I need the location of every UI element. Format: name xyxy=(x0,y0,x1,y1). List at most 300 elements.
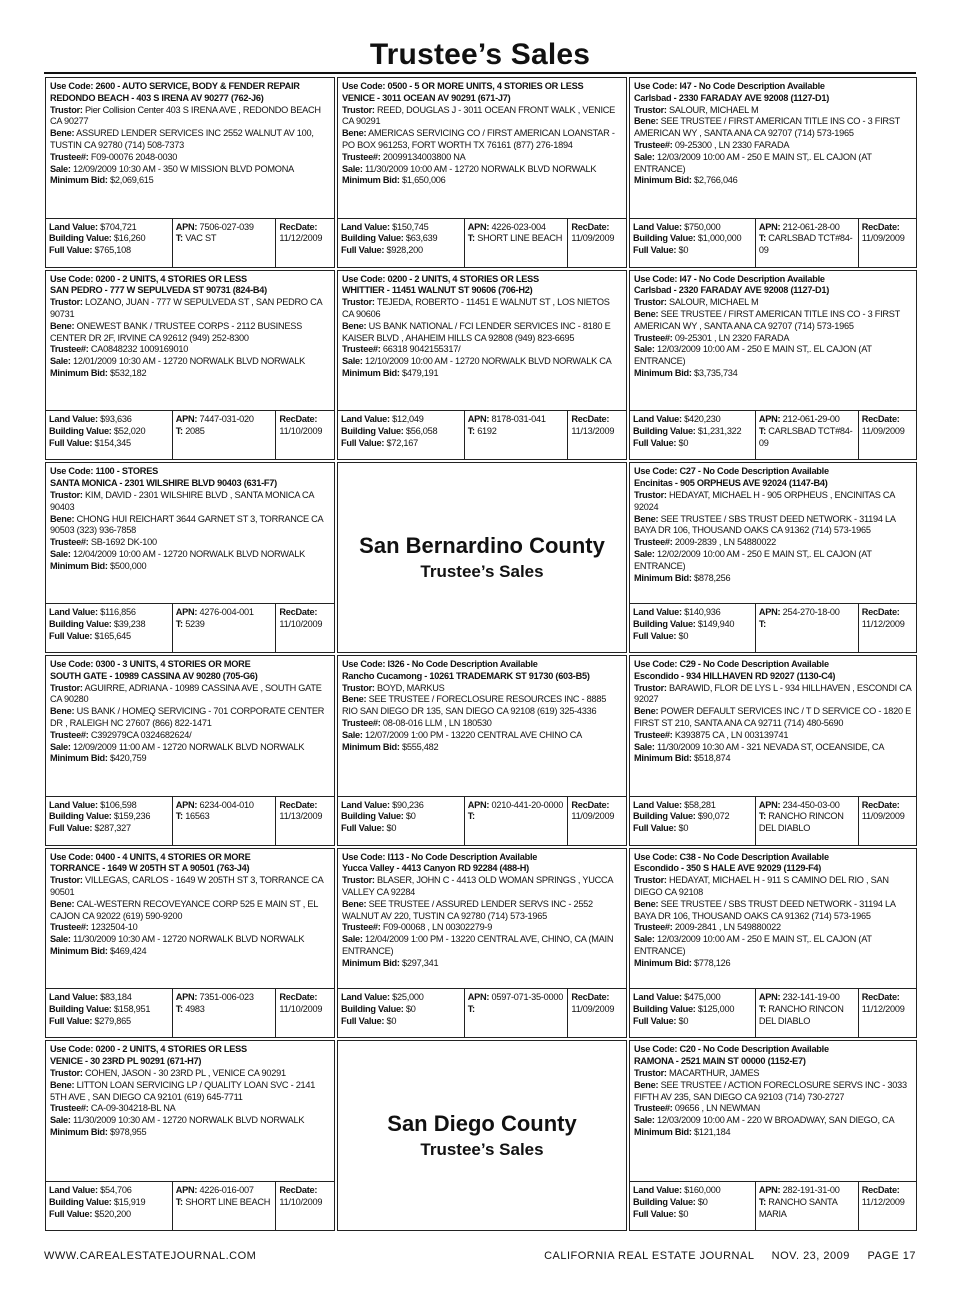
listing-trustor-label: Trustor: xyxy=(50,875,83,886)
listing-building-label: Building Value: xyxy=(49,811,112,822)
county-subtitle: Trustee’s Sales xyxy=(420,1139,544,1159)
title-rule xyxy=(44,72,916,74)
listing-address: REDONDO BEACH - 403 S IRENA AV 90277 (762-J6) xyxy=(50,92,264,103)
listing-bene-label: Bene: xyxy=(634,1079,659,1090)
listing-building: $56,058 xyxy=(405,426,438,437)
listing-building-label: Building Value: xyxy=(341,233,404,244)
listing-bene-line xyxy=(50,706,330,730)
listing-trustee: 66318 9042155317/ xyxy=(382,344,461,355)
listing-minbid-label: Minimum Bid: xyxy=(342,368,400,379)
listing-land-line xyxy=(633,414,752,426)
listing-land: $750,000 xyxy=(684,221,721,232)
listing-trustee-label: Trustee#: xyxy=(50,922,89,933)
listing-bene-label: Bene: xyxy=(634,898,659,909)
listing-use-code: Use Code: 0300 - 3 UNITS, 4 STORIES OR MORE xyxy=(50,659,251,669)
listing-address: VENICE - 3011 OCEAN AV 90291 (671-J7) xyxy=(342,92,511,103)
listing-bene: SEE TRUSTEE / SBS TRUST DEED NETWORK - 31194 LA BAYA DR 106, THOUSAND OAKS CA 91362 (714) 573-1965 xyxy=(634,513,896,536)
listing-trustor-line xyxy=(634,875,912,899)
listing-trustor-line xyxy=(634,1068,912,1080)
listing-land-line xyxy=(341,414,461,426)
listing-apn-label: APN: xyxy=(758,221,781,232)
listing-land-label: Land Value: xyxy=(49,1185,98,1195)
listing-sale-label: Sale: xyxy=(342,163,363,174)
listing-trustee-line xyxy=(50,922,330,934)
listing-trustee-line xyxy=(50,730,330,742)
listing-building: $0 xyxy=(405,811,416,822)
listing-building-line xyxy=(49,1004,169,1016)
listing-building-line xyxy=(49,233,169,245)
listing-address: SAN PEDRO - 777 W SEPULVEDA ST 90731 (824-B4) xyxy=(50,285,267,296)
listing-t-line xyxy=(176,426,273,438)
listing-land: $704,721 xyxy=(100,221,137,232)
listing-t-label: T: xyxy=(175,233,183,244)
listing-trustor-label: Trustor: xyxy=(50,489,83,500)
listing-stats xyxy=(630,410,916,459)
listing-full-label: Full Value: xyxy=(341,245,385,256)
listing-sale-line xyxy=(634,344,912,368)
listing-full: $928,200 xyxy=(386,245,423,256)
county-header xyxy=(337,462,627,653)
listing-card xyxy=(629,848,917,1039)
listing-full: $0 xyxy=(386,823,397,834)
listing-minbid-label: Minimum Bid: xyxy=(634,572,692,583)
listing-minbid-line xyxy=(50,753,330,765)
listing-recdate-label: RecDate: xyxy=(861,221,900,232)
listing-trustee-label: Trustee#: xyxy=(634,729,673,740)
listing-recdate: 11/13/2009 xyxy=(279,811,323,822)
listing-card xyxy=(629,462,917,653)
listing-trustee-label: Trustee#: xyxy=(634,922,673,933)
listing-minbid: $420,759 xyxy=(110,753,147,764)
listing-minbid-label: Minimum Bid: xyxy=(50,946,108,957)
listing-t-label: T: xyxy=(467,233,475,244)
listing-building-label: Building Value: xyxy=(633,426,696,437)
listing-t-line xyxy=(759,1004,855,1028)
listing-trustee: 2009-2841 , LN 549880022 xyxy=(674,922,781,933)
listing-trustor: HEDAYAT, MICHAEL H - 911 S CAMINO DEL RIO , SAN DIEGO CA 92108 xyxy=(634,875,889,898)
listing-trustor-line xyxy=(50,297,330,321)
listing-trustee: 08-08-016 LLM , LN 180530 xyxy=(382,717,492,728)
listing-t-line xyxy=(468,1004,565,1016)
listing-trustor: MACARTHUR, JAMES xyxy=(669,1067,760,1078)
listing-sale: 12/04/2009 1:00 PM - 13220 CENTRAL AVE, CHINO, CA (MAIN ENTRANCE) xyxy=(342,934,614,957)
listing-apn-label: APN: xyxy=(758,799,781,810)
listing-minbid-label: Minimum Bid: xyxy=(634,175,692,186)
listing-apn: 254-270-18-00 xyxy=(782,607,840,617)
listing-minbid-line xyxy=(50,1127,330,1139)
listing-building-label: Building Value: xyxy=(49,618,112,629)
listing-trustee-line xyxy=(50,1103,330,1115)
listing-land: $420,230 xyxy=(684,414,721,425)
listing-full-line xyxy=(633,438,752,450)
listing-full: $165,645 xyxy=(94,630,131,641)
listing-full: $0 xyxy=(678,245,689,256)
listing-trustee-label: Trustee#: xyxy=(50,1103,89,1114)
listing-recdate: 11/12/2009 xyxy=(861,1004,905,1015)
listing-recdate: 11/09/2009 xyxy=(861,811,905,822)
listing-sale: 12/03/2009 10:00 AM - 250 E MAIN ST,. EL CAJON (AT ENTRANCE) xyxy=(634,934,872,957)
listing-building-label: Building Value: xyxy=(341,1004,404,1015)
listing-land: $25,000 xyxy=(392,992,424,1003)
listing-apn-line xyxy=(176,607,273,619)
listing-address: Encinitas - 905 ORPHEUS AVE 92024 (1147-B4) xyxy=(634,478,828,489)
listing-t-line xyxy=(759,1197,855,1221)
listing-t-line xyxy=(176,1197,273,1209)
listing-trustor-line xyxy=(50,490,330,514)
listing-full: $765,108 xyxy=(94,245,131,256)
listing-address: Carlsbad - 2330 FARADAY AVE 92008 (1127-D1) xyxy=(634,92,830,103)
footer-website: WWW.CAREALESTATEJOURNAL.COM xyxy=(44,1250,257,1262)
county-name: San Diego County xyxy=(387,1110,577,1136)
listing-bene: POWER DEFAULT SERVICES INC / T D SERVICE CO - 1820 E FIRST ST 210, SANTA ANA CA 92711 (714) 480-5690 xyxy=(634,706,912,728)
listing-t-line xyxy=(176,811,273,823)
listing-address: Rancho Cucamong - 10261 TRADEMARK ST 91730 (603-B5) xyxy=(342,670,590,681)
listing-minbid-line xyxy=(634,573,912,585)
listing-trustor: Pier Collision Center 403 S IRENA AVE , REDONDO BEACH CA 90277 xyxy=(50,104,321,127)
listing-minbid-line xyxy=(634,368,912,380)
listing-sale-line xyxy=(634,152,912,176)
listing-bene-line xyxy=(342,128,622,152)
listing-minbid: $2,766,046 xyxy=(694,175,738,186)
listing-body xyxy=(46,849,334,989)
listing-sale-line xyxy=(634,549,912,573)
listing-building-line xyxy=(633,811,752,823)
listing-sale: 12/09/2009 10:30 AM - 350 W MISSION BLVD POMONA xyxy=(73,163,294,174)
listing-trustee: F09-00076 2048-0030 xyxy=(90,151,178,162)
listing-land-line xyxy=(633,222,752,234)
listing-sale-line xyxy=(50,549,330,561)
listing-trustee-line xyxy=(50,344,330,356)
listing-bene: ONEWEST BANK / TRUSTEE CORPS - 2112 BUSINESS CENTER DR 2F, IRVINE CA 92612 (949) 252-8300 xyxy=(50,320,302,343)
listing-address: Escondido - 934 HILLHAVEN RD 92027 (1130-C4) xyxy=(634,670,836,681)
listing-t-line xyxy=(759,619,855,631)
listing-apn-label: APN: xyxy=(175,607,198,617)
listing-land: $475,000 xyxy=(684,992,721,1003)
listing-t-line xyxy=(468,811,565,823)
listing-trustee-line xyxy=(634,730,912,742)
listing-building: $149,940 xyxy=(697,618,735,629)
listing-trustor-label: Trustor: xyxy=(342,875,375,886)
listing-t: 16563 xyxy=(185,811,210,822)
listing-apn-line xyxy=(759,414,855,426)
listing-sale: 12/03/2009 10:00 AM - 220 W BROADWAY, SAN DIEGO, CA xyxy=(657,1115,895,1126)
listing-trustor: SALOUR, MICHAEL M xyxy=(669,297,759,308)
listing-full: $0 xyxy=(386,1015,397,1026)
listing-minbid-line xyxy=(50,561,330,573)
listing-use-code: Use Code: 0200 - 2 UNITS, 4 STORIES OR LESS xyxy=(342,273,539,284)
listing-trustee-line xyxy=(634,537,912,549)
listing-trustee-line xyxy=(634,140,912,152)
listing-trustor: VILLEGAS, CARLOS - 1649 W 205TH ST 3, TORRANCE CA 90501 xyxy=(50,875,323,898)
listing-use-code: Use Code: 0500 - 5 OR MORE UNITS, 4 STORIES OR LESS xyxy=(342,81,584,91)
listing-stats xyxy=(46,988,334,1037)
listing-minbid-label: Minimum Bid: xyxy=(634,1126,692,1137)
listing-minbid-line xyxy=(342,742,622,754)
listing-full-line xyxy=(49,1016,169,1028)
listing-land-line xyxy=(49,414,169,426)
listing-recdate: 11/10/2009 xyxy=(279,426,323,437)
listing-card xyxy=(629,655,917,846)
listing-land: $12,049 xyxy=(392,414,424,425)
listing-sale-label: Sale: xyxy=(50,1115,71,1126)
listing-trustee: 1232504-10 xyxy=(90,922,138,933)
listing-t-line xyxy=(176,1004,273,1016)
listing-trustee: CA0848232 1009169010 xyxy=(90,344,189,355)
listing-full-label: Full Value: xyxy=(633,1208,677,1219)
listing-recdate: 11/09/2009 xyxy=(861,426,905,437)
listing-full-line xyxy=(341,823,461,835)
listing-trustor: SALOUR, MICHAEL M xyxy=(669,104,759,115)
listing-stats xyxy=(338,218,626,267)
listing-body xyxy=(46,1041,334,1181)
listing-bene-line xyxy=(342,899,622,923)
listing-full-label: Full Value: xyxy=(49,630,93,641)
listing-bene-line xyxy=(342,694,622,718)
listing-address: Escondido - 350 S HALE AVE 92029 (1129-F4) xyxy=(634,863,822,874)
listing-bene: ASSURED LENDER SERVICES INC 2552 WALNUT AV 100, TUSTIN CA 92780 (714) 508-7373 xyxy=(50,128,314,150)
listing-building-line xyxy=(633,619,752,631)
listing-full-line xyxy=(49,823,169,835)
listing-trustee: 09-25300 , LN 2330 FARADA xyxy=(674,139,790,150)
listing-t-label: T: xyxy=(467,811,475,822)
listing-minbid-label: Minimum Bid: xyxy=(342,741,400,752)
listing-apn: 212-061-29-00 xyxy=(782,414,840,425)
listing-trustee: CA-09-304218-BL NA xyxy=(90,1103,176,1114)
listing-body xyxy=(46,463,334,603)
listing-minbid-line xyxy=(342,175,622,187)
listing-bene-line xyxy=(634,1080,912,1104)
listing-sale-line xyxy=(634,742,912,754)
listing-recdate-label: RecDate: xyxy=(571,799,610,810)
listing-building: $90,072 xyxy=(697,811,730,822)
listing-building-line xyxy=(49,1197,169,1209)
listing-bene-line xyxy=(50,899,330,923)
listing-trustee: SB-1692 DK-100 xyxy=(90,537,157,548)
listing-land: $116,856 xyxy=(100,607,136,617)
listing-minbid-line xyxy=(634,175,912,187)
listing-recdate: 11/09/2009 xyxy=(571,1004,615,1015)
listing-full-label: Full Value: xyxy=(49,1015,93,1026)
listing-recdate: 11/09/2009 xyxy=(571,233,615,244)
listing-building-line xyxy=(49,619,169,631)
listing-building-label: Building Value: xyxy=(341,426,404,437)
listing-building-line xyxy=(341,426,461,438)
listing-full-line xyxy=(49,438,169,450)
listing-building-line xyxy=(49,811,169,823)
listing-trustee-label: Trustee#: xyxy=(634,332,673,343)
listing-bene: US BANK / HOMEQ SERVICING - 701 CORPORATE CENTER DR , RALEIGH NC 27607 (866) 822-1471 xyxy=(50,706,325,728)
listing-full-line xyxy=(341,1016,461,1028)
listing-minbid: $121,184 xyxy=(694,1126,731,1137)
listing-bene: US BANK NATIONAL / FCI LENDER SERVICES INC - 8180 E KAISER BLVD , AHAHEIM HILLS CA 92808 (949) 823-6695 xyxy=(342,320,611,343)
listing-t: SHORT LINE BEACH xyxy=(477,233,563,244)
listing-bene-label: Bene: xyxy=(634,309,659,320)
listing-full: $154,345 xyxy=(94,437,131,448)
listing-apn-label: APN: xyxy=(758,414,781,425)
listing-address: Carlsbad - 2320 FARADAY AVE 92008 (1127-D1) xyxy=(634,285,830,296)
listing-trustee-label: Trustee#: xyxy=(342,344,381,355)
listing-apn-label: APN: xyxy=(175,414,198,425)
listing-full-line xyxy=(49,245,169,257)
listing-trustee: 09-25301 , LN 2320 FARADA xyxy=(674,332,790,343)
listing-sale: 12/02/2009 10:00 AM - 250 E MAIN ST,. EL CAJON (AT ENTRANCE) xyxy=(634,548,872,571)
listing-body xyxy=(338,78,626,218)
listing-trustee-label: Trustee#: xyxy=(342,151,381,162)
listing-trustor-label: Trustor: xyxy=(634,875,667,886)
listing-apn-line xyxy=(468,222,565,234)
listing-use-code: Use Code: 2600 - AUTO SERVICE, BODY & FENDER REPAIR xyxy=(50,81,300,91)
listing-apn: 4226-016-007 xyxy=(199,1185,254,1195)
listing-recdate: 11/12/2009 xyxy=(861,618,905,629)
listing-full: $520,200 xyxy=(94,1208,131,1219)
listing-apn: 0210-441-20-0000 xyxy=(491,799,564,810)
listing-minbid-label: Minimum Bid: xyxy=(342,175,400,186)
listing-trustor: BARAWID, FLOR DE LYS L - 934 HILLHAVEN , ESCONDI CA 92027 xyxy=(634,682,912,705)
listing-stats xyxy=(46,218,334,267)
listing-minbid-label: Minimum Bid: xyxy=(50,368,108,379)
listing-sale-label: Sale: xyxy=(50,934,71,945)
listing-full-label: Full Value: xyxy=(49,437,93,448)
listing-land-label: Land Value: xyxy=(341,992,390,1003)
listing-bene-label: Bene: xyxy=(50,706,75,717)
listing-trustor-label: Trustor: xyxy=(634,297,667,308)
listing-t-label: T: xyxy=(758,233,766,244)
listing-use-code: Use Code: I47 - No Code Description Available xyxy=(634,273,825,284)
listing-trustor: COHEN, JASON - 30 23RD PL , VENICE CA 90291 xyxy=(85,1067,286,1078)
listing-apn-label: APN: xyxy=(175,1185,198,1195)
listing-land-label: Land Value: xyxy=(49,607,98,617)
listing-bene-label: Bene: xyxy=(634,513,659,524)
listing-trustor-label: Trustor: xyxy=(634,489,667,500)
listing-minbid-label: Minimum Bid: xyxy=(634,957,692,968)
listing-t-line xyxy=(759,426,855,450)
listing-recdate: 11/09/2009 xyxy=(861,233,905,244)
listing-apn-line xyxy=(176,414,273,426)
listing-sale-line xyxy=(342,164,622,176)
listing-card xyxy=(337,848,627,1039)
listing-t-label: T: xyxy=(758,1196,766,1207)
listing-sale: 12/10/2009 10:00 AM - 12720 NORWALK BLVD NORWALK CA xyxy=(365,356,612,367)
listing-t-label: T: xyxy=(175,1004,183,1015)
listing-trustor-line xyxy=(50,1068,330,1080)
listing-full-label: Full Value: xyxy=(633,437,677,448)
listing-body xyxy=(630,78,916,218)
listing-apn: 4276-004-001 xyxy=(199,607,254,617)
listing-t: 6192 xyxy=(477,426,497,437)
listing-recdate-label: RecDate: xyxy=(861,992,900,1003)
listing-minbid: $518,874 xyxy=(694,753,731,764)
listing-recdate-label: RecDate: xyxy=(279,221,318,232)
listing-full-label: Full Value: xyxy=(633,630,677,641)
listing-apn-line xyxy=(176,992,273,1004)
listing-minbid-label: Minimum Bid: xyxy=(50,175,108,186)
listing-t: VAC ST xyxy=(185,233,217,244)
listing-minbid: $3,735,734 xyxy=(694,368,738,379)
listing-t: CARLSBAD TCT#84-09 xyxy=(758,233,853,256)
listing-apn-line xyxy=(176,222,273,234)
listing-apn: 0597-071-35-0000 xyxy=(491,992,564,1003)
listing-minbid-line xyxy=(50,946,330,958)
listing-sale-label: Sale: xyxy=(342,934,363,945)
listing-apn-line xyxy=(759,800,855,812)
listing-building-line xyxy=(633,1004,752,1016)
listing-card xyxy=(337,655,627,846)
listing-sale-label: Sale: xyxy=(50,356,71,367)
listing-card xyxy=(45,270,335,461)
listing-recdate: 11/12/2009 xyxy=(279,233,323,244)
listing-recdate-label: RecDate: xyxy=(279,607,318,617)
listing-t: RANCHO RINCON DEL DIABLO xyxy=(758,811,844,834)
listing-bene: CAL-WESTERN RECOVEYANCE CORP 525 E MAIN ST , EL CAJON CA 92022 (619) 590-9200 xyxy=(50,898,318,921)
listing-minbid-label: Minimum Bid: xyxy=(342,957,400,968)
listing-bene: SEE TRUSTEE / FIRST AMERICAN TITLE INS CO - 3 FIRST AMERICAN WY , SANTA ANA CA 92707 (714) 573-1965 xyxy=(634,116,900,139)
listing-card xyxy=(629,270,917,461)
county-header xyxy=(337,1040,627,1231)
listing-building-label: Building Value: xyxy=(49,1004,112,1015)
listing-t-line xyxy=(176,619,273,631)
listing-full: $0 xyxy=(678,1208,689,1219)
county-name: San Bernardino County xyxy=(359,532,605,558)
listing-trustee-line xyxy=(50,537,330,549)
listing-body xyxy=(338,656,626,796)
footer-publication: CALIFORNIA REAL ESTATE JOURNAL xyxy=(544,1250,755,1262)
listing-apn-label: APN: xyxy=(467,992,490,1003)
listing-land-label: Land Value: xyxy=(633,607,682,617)
listing-land: $106,598 xyxy=(100,799,137,810)
listing-card xyxy=(337,270,627,461)
listing-building: $1,000,000 xyxy=(697,233,742,244)
listing-minbid-label: Minimum Bid: xyxy=(50,1126,108,1137)
listing-sale: 12/07/2009 1:00 PM - 13220 CENTRAL AVE CHINO CA xyxy=(365,729,583,740)
listing-body xyxy=(46,78,334,218)
footer-info xyxy=(530,1250,916,1262)
listing-building: $0 xyxy=(405,1004,416,1015)
listing-full-line xyxy=(633,1016,752,1028)
listing-card xyxy=(45,1040,335,1231)
listing-minbid-line xyxy=(342,368,622,380)
listing-apn-line xyxy=(759,992,855,1004)
listing-body xyxy=(630,656,916,796)
listing-full-line xyxy=(49,1209,169,1221)
listing-trustee: 09656 , LN NEWMAN xyxy=(674,1103,761,1114)
listing-land-label: Land Value: xyxy=(341,799,390,810)
listing-full: $279,865 xyxy=(94,1015,131,1026)
listing-full: $0 xyxy=(678,823,689,834)
listing-address: SANTA MONICA - 2301 WILSHIRE BLVD 90403 (631-F7) xyxy=(50,478,277,489)
listing-bene-label: Bene: xyxy=(50,898,75,909)
listing-land: $150,745 xyxy=(392,221,429,232)
listing-recdate-label: RecDate: xyxy=(571,221,610,232)
listing-full: $72,167 xyxy=(386,437,418,448)
listing-building: $39,238 xyxy=(113,618,146,629)
listing-bene-line xyxy=(634,514,912,538)
listing-minbid: $2,069,615 xyxy=(110,175,154,186)
listing-apn-line xyxy=(759,607,855,619)
listing-minbid-line xyxy=(342,958,622,970)
listing-land-label: Land Value: xyxy=(49,221,98,232)
listing-full: $0 xyxy=(678,630,689,641)
listing-card xyxy=(45,77,335,268)
listing-building-label: Building Value: xyxy=(341,811,404,822)
listing-sale-label: Sale: xyxy=(634,1115,655,1126)
listing-trustor: HEDAYAT, MICHAEL H - 905 ORPHEUS , ENCINITAS CA 92024 xyxy=(634,489,895,512)
listing-use-code: Use Code: C27 - No Code Description Available xyxy=(634,466,829,477)
listing-bene-line xyxy=(50,128,330,152)
listing-bene: SEE TRUSTEE / FIRST AMERICAN TITLE INS CO - 3 FIRST AMERICAN WY , SANTA ANA CA 92707 (714) 573-1965 xyxy=(634,309,900,331)
listing-land-line xyxy=(633,800,752,812)
listing-apn-line xyxy=(468,414,565,426)
listing-full-label: Full Value: xyxy=(49,245,93,256)
